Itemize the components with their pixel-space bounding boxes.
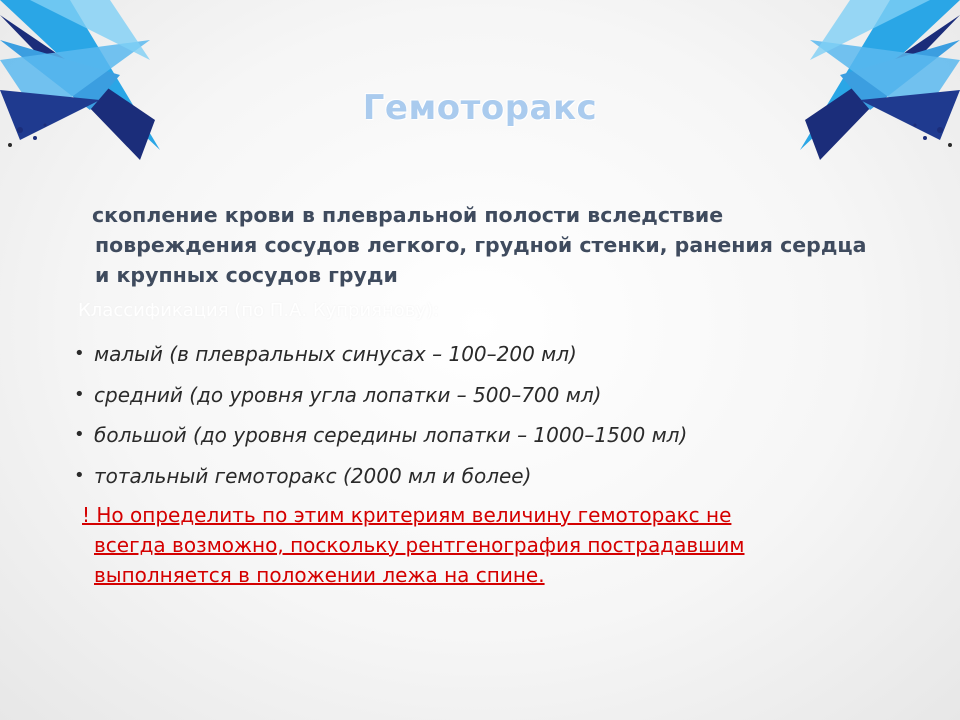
classification-label: Классификация (по П.А. Куприянову): — [78, 300, 440, 321]
list-item — [74, 378, 687, 419]
bullet-icon: • — [74, 343, 85, 364]
definition-text — [92, 200, 895, 290]
list-item-text: малый (в плевральных синусах – 100–200 мл) — [94, 342, 577, 366]
warning-line: ! Но определить по этим критериям величину гемоторакс не — [82, 503, 732, 527]
classification-list — [74, 337, 687, 499]
list-item — [74, 459, 687, 500]
definition-line: повреждения сосудов легкого, грудной стенки, ранения сердца — [95, 233, 867, 257]
slide-title: Гемоторакс — [362, 88, 598, 128]
warning-line: всегда возможно, поскольку рентгенография пострадавшим — [94, 533, 745, 557]
list-item-text: большой (до уровня середины лопатки – 1000–1500 мл) — [94, 423, 688, 447]
bullet-icon: • — [74, 383, 85, 405]
corner-decoration-left — [0, 0, 170, 170]
definition-line: и крупных сосудов груди — [95, 263, 398, 287]
warning-line: выполняется в положении лежа на спине. — [94, 563, 545, 587]
corner-decoration-right — [790, 0, 960, 170]
bullet-icon: • — [74, 464, 85, 486]
list-item — [74, 337, 687, 378]
list-item-text: тотальный гемоторакс (2000 мл и более) — [94, 463, 532, 488]
definition-line: скопление крови в плевральной полости вследствие — [92, 203, 724, 227]
list-item — [74, 418, 687, 459]
bullet-icon: • — [74, 424, 85, 445]
warning-note — [82, 500, 842, 590]
list-item-text: средний (до уровня угла лопатки – 500–700 мл) — [94, 382, 602, 407]
